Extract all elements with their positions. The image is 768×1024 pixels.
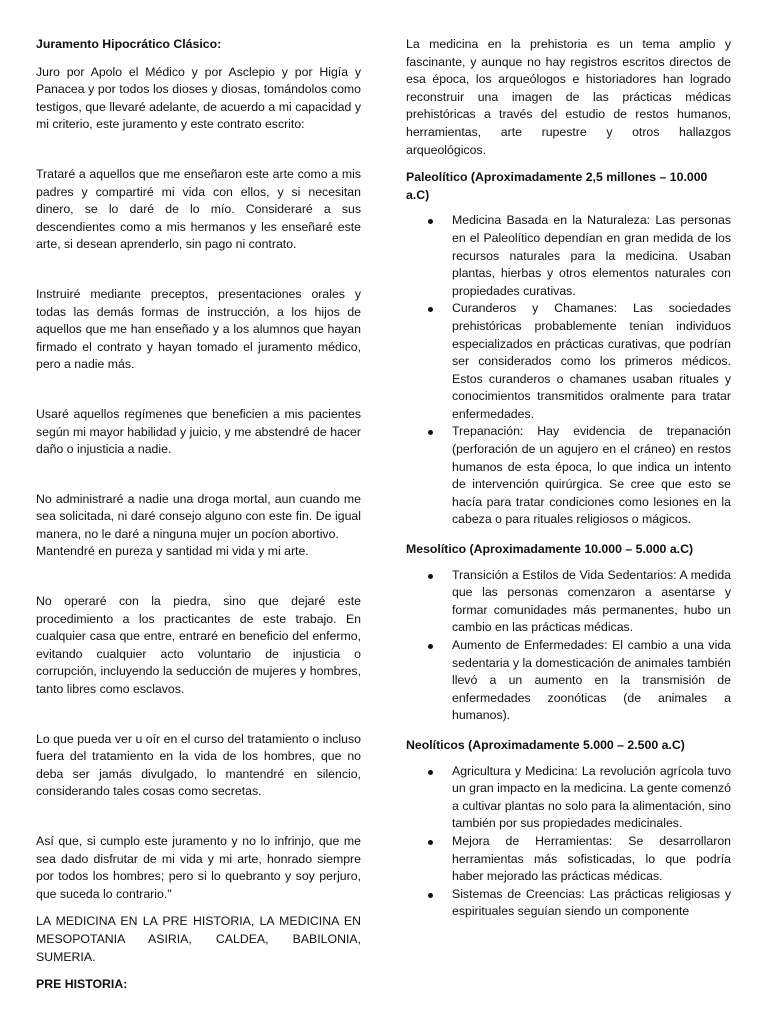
- oath-paragraph-2: Trataré a aquellos que me enseñaron este arte como a mis padres y compartiré mi vida con ellos, y si necesitan dinero, se lo daré de lo mío. Consideraré a sus descendientes como a mis hermanos y les enseñaré este arte, si desean aprenderlo, sin pago ni contrato.: [36, 166, 361, 252]
- oath-paragraph-1: Juro por Apolo el Médico y por Asclepio y por Higía y Panacea y por todos los dioses y diosas, tomándolos como testigos, que llevaré adelante, de acuerdo a mi capacidad y mi criterio, este juramento y este contrato escrito:: [36, 64, 361, 132]
- left-column: [36, 36, 361, 994]
- right-column: [406, 36, 731, 933]
- list-item: Agricultura y Medicina: La revolución agrícola tuvo un gran impacto en la medicina. La gente comenzó a cultivar plantas no solo para la alimentación, sino también por sus propiedades medicinales.: [406, 763, 731, 833]
- oath-paragraph-3: Instruiré mediante preceptos, presentaciones orales y todas las demás formas de instrucción, a los hijos de aquellos que me han enseñado y a los alumnos que hayan firmado el contrato y hayan tomado el juramento médico, pero a nadie más.: [36, 286, 361, 372]
- neolithic-list: [406, 763, 731, 921]
- paleolithic-list: [406, 212, 731, 529]
- list-item: Sistemas de Creencias: Las prácticas religiosas y espirituales seguían siendo un componente: [406, 886, 731, 921]
- oath-paragraph-8: Así que, si cumplo este juramento y no lo infrinjo, que me sea dado disfrutar de mi vida y mi arte, honrado siempre por todos los hombres; pero si lo quebranto y soy perjuro, que suceda lo contrario.": [36, 834, 361, 901]
- prehistory-heading: PRE HISTORIA:: [36, 977, 128, 992]
- oath-paragraph-5: No administraré a nadie una droga mortal, aun cuando me sea solicitada, ni daré consejo alguno con este fin. De igual manera, no le daré a ninguna mujer un pocíon abortivo.: [36, 491, 361, 541]
- list-item: Transición a Estilos de Vida Sedentarios: A medida que las personas comenzaron a asentarse y formar comunidades más permanentes, hubo un cambio en las prácticas médicas.: [406, 567, 731, 637]
- oath-title: Juramento Hipocrático Clásico:: [36, 37, 222, 51]
- neolithic-heading: Neolíticos (Aproximadamente 5.000 – 2.500 a.C): [406, 737, 685, 752]
- list-item: Medicina Basada en la Naturaleza: Las personas en el Paleolítico dependían en gran medida de los recursos naturales para la medicina. Usaban plantas, hierbas y otros elementos naturales con propiedades curativas.: [406, 212, 731, 300]
- mesolithic-heading: Mesolítico (Aproximadamente 10.000 – 5.000 a.C): [406, 542, 694, 557]
- oath-paragraph-7: Lo que pueda ver u oír en el curso del tratamiento o incluso fuera del tratamiento en la vida de los hombres, que no deba ser jamás divulgado, lo mantendré en silencio, considerando tales cosas como secretas.: [36, 731, 361, 799]
- oath-paragraph-5b: Mantendré en pureza y santidad mi vida y mi arte.: [36, 544, 309, 559]
- list-item: Curanderos y Chamanes: Las sociedades prehistóricas probablemente tenían individuos especializados en prácticas curativas, que podrían ser considerados como los primeros médicos. Estos curanderos o chamanes usaban rituales y conocimientos transmitidos oralmente para tratar enfermedades.: [406, 300, 731, 423]
- list-item: Trepanación: Hay evidencia de trepanación (perforación de un agujero en el cráneo) en restos humanos de esta época, lo que indica un intento de intervención quirúrgica. Se cree que esto se hacía para tratar condiciones como lesiones en la cabeza o para rituales religiosos o mágicos.: [406, 423, 731, 529]
- mesolithic-list: [406, 567, 731, 725]
- oath-paragraph-6: No operaré con la piedra, sino que dejaré este procedimiento a los practicantes de este trabajo. En cualquier casa que entre, entraré en beneficio del enfermo, evitando cualquier acto voluntario de injusticia o corrupción, incluyendo la seducción de mujeres y hombres, tanto libres como esclavos.: [36, 594, 361, 697]
- prehistory-intro: La medicina en la prehistoria es un tema amplio y fascinante, y aunque no hay registros escritos directos de esa época, los arqueólogos e historiadores han logrado reconstruir una imagen de las prácticas médicas prehistóricas a través del estudio de restos humanos, herramientas, arte rupestre y otros hallazgos arqueológicos.: [406, 37, 731, 157]
- oath-paragraph-4: Usaré aquellos regímenes que beneficien a mis pacientes según mi mayor habilidad y juicio, y me abstendré de hacer daño o injusticia a nadie.: [36, 406, 361, 457]
- list-item: Aumento de Enfermedades: El cambio a una vida sedentaria y la domesticación de animales también llevó a un aumento en la transmisión de enfermedades zoonóticas (de animales a humanos).: [406, 637, 731, 725]
- paleolithic-heading: Paleolítico (Aproximadamente 2,5 millones – 10.000 a.C): [406, 170, 708, 202]
- section-intro-paragraph: LA MEDICINA EN LA PRE HISTORIA, LA MEDICINA EN MESOPOTANIA ASIRIA, CALDEA, BABILONIA, SUMERIA.: [36, 914, 361, 964]
- list-item: Mejora de Herramientas: Se desarrollaron herramientas más sofisticadas, lo que podría haber mejorado las prácticas médicas.: [406, 833, 731, 886]
